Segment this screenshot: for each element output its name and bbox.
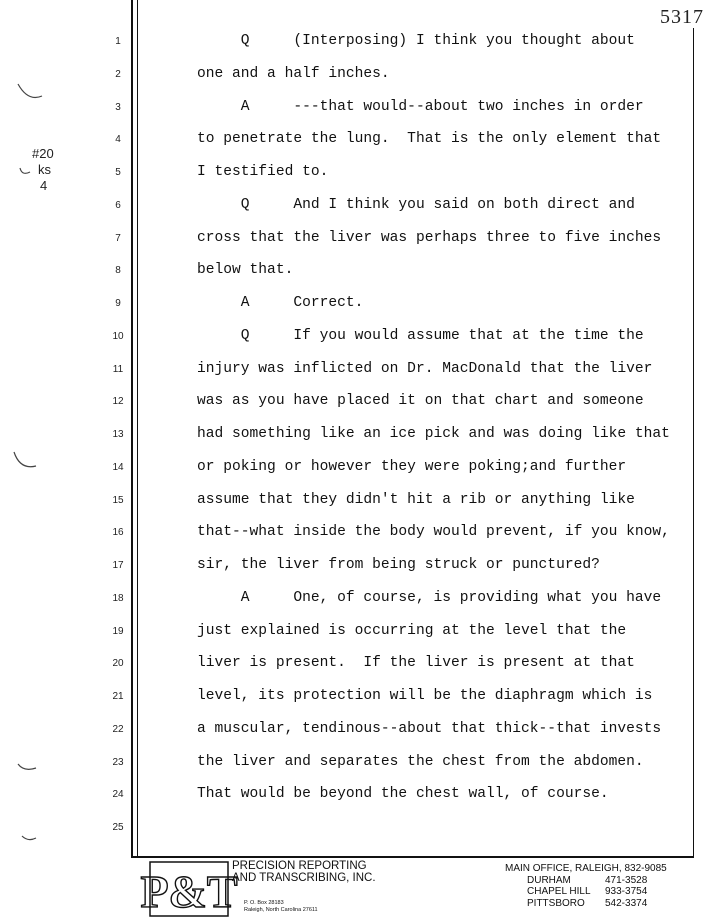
left-margin-rule-inner <box>137 0 138 858</box>
line-number: 25 <box>112 822 124 833</box>
transcript-line: just explained is occurring at the level that the <box>197 622 627 639</box>
page-number: 5317 <box>660 6 704 28</box>
line-number: 8 <box>115 265 121 277</box>
transcript-line: sir, the liver from being struck or punctured? <box>197 557 600 573</box>
line-number: 10 <box>112 330 124 342</box>
bottom-rule <box>131 856 694 858</box>
line-number: 16 <box>112 527 124 539</box>
transcript-line: the liver and separates the chest from the abdomen. <box>197 753 644 770</box>
office-city: PITTSBORO <box>527 897 585 909</box>
line-number: 18 <box>112 592 124 604</box>
office-phone: 542-3374 <box>605 897 648 909</box>
logo-text: P&T <box>140 866 238 917</box>
office-row <box>527 898 667 910</box>
office-list <box>505 863 667 909</box>
transcript-line: A One, of course, is providing what you have <box>197 589 662 606</box>
transcript-line: below that. <box>197 262 294 279</box>
binder-mark-4 <box>18 764 36 769</box>
transcript-line: That would be beyond the chest wall, of course. <box>197 786 609 803</box>
transcript-line: Q And I think you said on both direct and <box>197 196 635 213</box>
company-line-2: AND TRANSCRIBING, INC. <box>232 872 376 884</box>
office-row <box>527 886 667 898</box>
annotation-number: #20 <box>32 146 54 161</box>
transcript-line: Q (Interposing) I think you thought about <box>197 33 635 49</box>
line-number: 12 <box>112 396 124 408</box>
transcript-line: was as you have placed it on that chart and someone <box>197 393 644 410</box>
transcript-line: had something like an ice pick and was doing like that <box>197 426 670 442</box>
left-margin-rule <box>131 0 133 858</box>
annotation-digit: 4 <box>40 178 48 193</box>
line-number: 7 <box>115 232 121 244</box>
office-phone: 933-3754 <box>605 886 648 897</box>
line-number: 23 <box>112 756 124 768</box>
annotation-initials: ks <box>38 162 51 177</box>
line-number: 13 <box>112 429 124 440</box>
transcript-line: A Correct. <box>197 295 364 311</box>
office-city: CHAPEL HILL <box>527 886 591 897</box>
main-office: MAIN OFFICE, RALEIGH, 832-9085 <box>505 863 667 874</box>
binder-marks <box>0 0 60 921</box>
line-number: 15 <box>112 494 124 506</box>
office-row <box>527 875 667 887</box>
binder-mark-3 <box>14 452 36 467</box>
transcript-line: a muscular, tendinous--about that thick--that invests <box>197 720 662 737</box>
line-number: 24 <box>112 789 124 801</box>
office-city: DURHAM <box>527 874 571 886</box>
transcript-line: that--what inside the body would prevent, if you know, <box>197 524 670 541</box>
line-number: 14 <box>112 461 124 473</box>
transcript-line: level, its protection will be the diaphragm which is <box>197 688 653 704</box>
transcript-line: Q If you would assume that at the time the <box>197 327 644 344</box>
transcript-line: one and a half inches. <box>197 65 390 82</box>
line-number: 20 <box>112 658 124 670</box>
line-number: 22 <box>112 723 124 735</box>
line-number: 9 <box>115 298 121 309</box>
transcript-line: I testified to. <box>197 164 329 180</box>
transcript-line: injury was inflicted on Dr. MacDonald that the liver <box>197 360 653 377</box>
line-number: 19 <box>112 625 124 637</box>
line-number: 3 <box>115 101 121 113</box>
line-number: 5 <box>115 167 121 178</box>
transcript-line: liver is present. If the liver is present at that <box>197 655 635 672</box>
company-logo <box>140 860 238 918</box>
company-address <box>244 900 318 914</box>
right-margin-rule <box>693 28 694 858</box>
binder-mark-2 <box>20 168 30 173</box>
office-phone: 471-3528 <box>605 874 648 886</box>
line-number: 21 <box>112 691 124 702</box>
transcript-line: A ---that would--about two inches in order <box>197 98 644 115</box>
line-number: 1 <box>115 36 121 47</box>
line-number: 11 <box>112 363 124 375</box>
line-number: 4 <box>115 134 121 146</box>
line-number: 2 <box>115 68 121 80</box>
transcript-line: to penetrate the lung. That is the only element that <box>197 131 662 148</box>
company-name <box>232 860 376 884</box>
line-number: 6 <box>115 199 121 211</box>
transcript-line: or poking or however they were poking;and further <box>197 458 627 475</box>
address-line-2: Raleigh, North Carolina 27611 <box>244 907 318 913</box>
transcript-line: assume that they didn't hit a rib or anything like <box>197 491 635 508</box>
company-line-1: PRECISION REPORTING <box>232 860 367 872</box>
line-number: 17 <box>112 560 124 571</box>
binder-mark-1 <box>18 84 42 98</box>
transcript-line: cross that the liver was perhaps three to five inches <box>197 229 662 246</box>
address-line-1: P. O. Box 28183 <box>244 900 284 906</box>
binder-mark-5 <box>22 836 36 840</box>
